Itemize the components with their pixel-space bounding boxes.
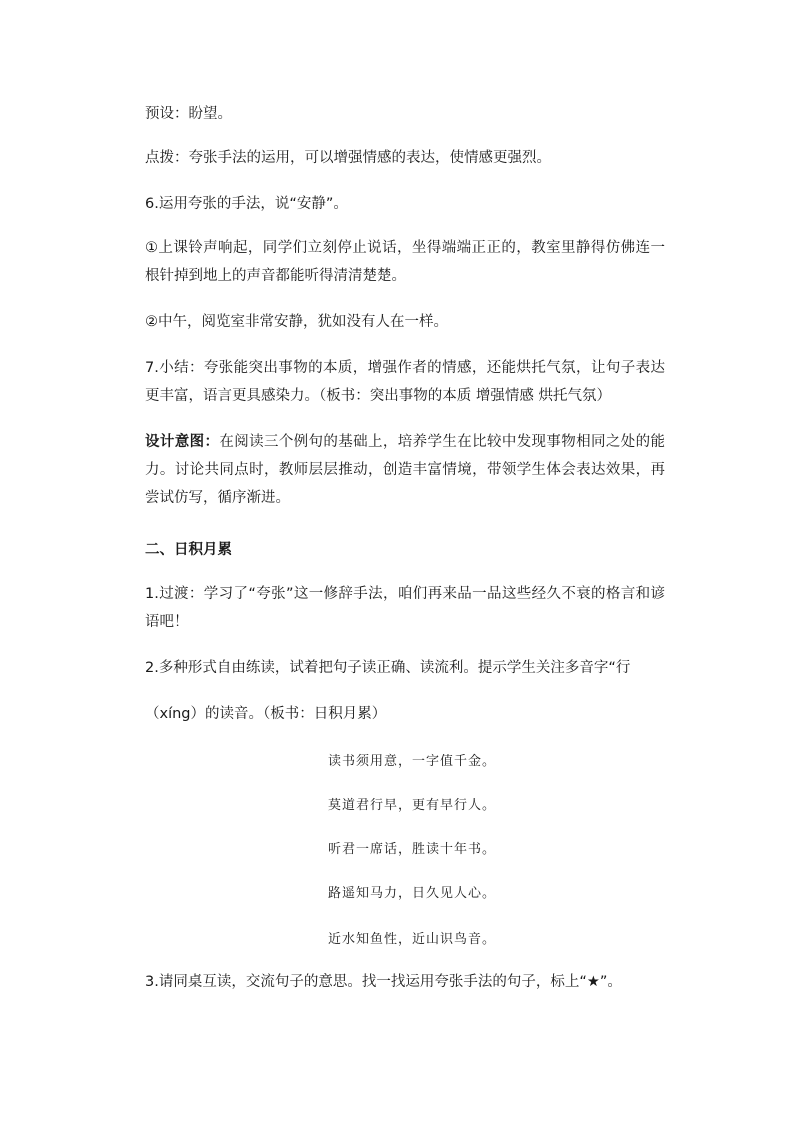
- saying-item: 听君一席话，胜读十年书。: [328, 842, 497, 857]
- paragraph-reading-practice: 2.多种形式自由练读，试着把句子读正确、读流利。提示学生关注多音字“行: [145, 660, 631, 676]
- design-intent-label: 设计意图：: [145, 434, 220, 450]
- saying-item: 路遥知马力，日久见人心。: [328, 886, 497, 901]
- paragraph-partner-reading: 3.请同桌互读，交流句子的意思。找一找运用夸张手法的句子，标上“★”。: [145, 974, 622, 990]
- paragraph-example-2: ②中午，阅览室非常安静，犹如没有人在一样。: [145, 314, 448, 330]
- paragraph-step-6: 6.运用夸张的手法，说“安静”。: [145, 196, 348, 212]
- design-intent-body: 在阅读三个例句的基础上，培养学生在比较中发现事物相同之处的能力。讨论共同点时，教师层层推动，创造丰富情境，带领学生体会表达效果，再尝试仿写，循序渐进。: [145, 434, 666, 506]
- saying-item: 近水知鱼性，近山识鸟音。: [328, 932, 497, 947]
- paragraph-guidance: 点拨：夸张手法的运用，可以增强情感的表达，使情感更强烈。: [145, 150, 551, 166]
- saying-item: 读书须用意，一字值千金。: [328, 754, 497, 769]
- saying-item: 莫道君行早，更有早行人。: [328, 798, 497, 813]
- paragraph-example-1: ①上课铃声响起，同学们立刻停止说话，坐得端端正正的，教室里静得仿佛连一根针掉到地上的声音都能听得清清楚楚。: [145, 240, 665, 284]
- paragraph-transition: 1.过渡：学习了“夸张”这一修辞手法，咱们再来品一品这些经久不衰的格言和谚语吧！: [145, 586, 665, 630]
- paragraph-summary: 7.小结：夸张能突出事物的本质，增强作者的情感，还能烘托气氛，让句子表达更丰富，语言更具感染力。（板书：突出事物的本质 增强情感 烘托气氛）: [145, 360, 665, 404]
- paragraph-design-intent: [145, 428, 665, 512]
- paragraph-reading-practice-cont: （xíng）的读音。（板书：日积月累）: [145, 706, 387, 722]
- paragraph-preset: 预设：盼望。: [145, 106, 232, 122]
- section-heading: 二、日积月累: [145, 542, 232, 558]
